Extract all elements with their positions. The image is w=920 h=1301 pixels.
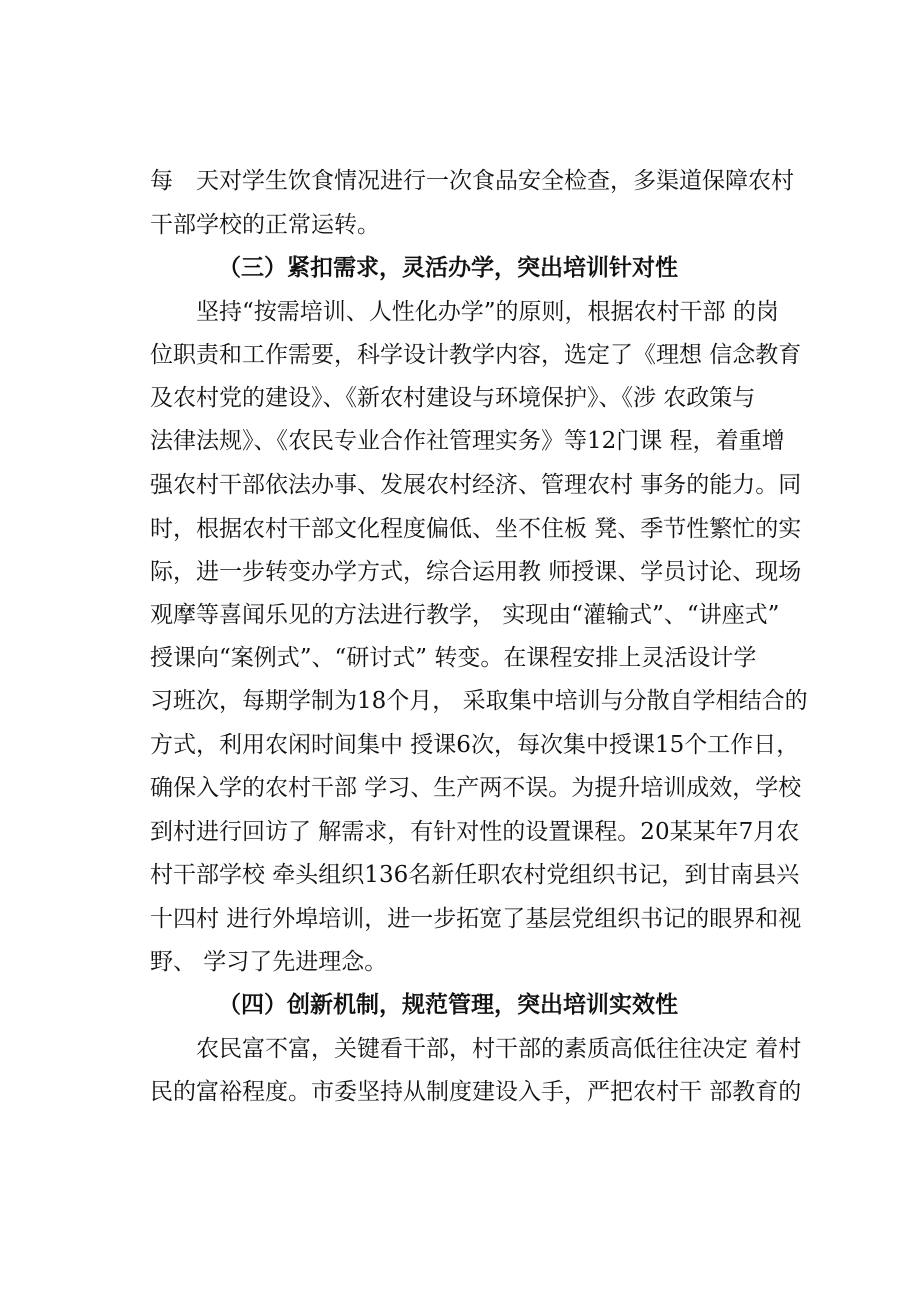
paragraph-line: 农民富不富，关键看干部，村干部的素质高低往往决定 着村 [196, 1036, 802, 1062]
paragraph-line: 方式，利用农闲时间集中 授课6次，每次集中授课15个工作日， [150, 732, 800, 758]
paragraph-line: 及农村党的建设》、《新农村建设与环境保护》、《涉 农政策与 [150, 385, 756, 411]
paragraph-line: 时，根据农村干部文化程度偏低、坐不住板 凳、季节性繁忙的实 [150, 516, 802, 542]
paragraph-line: 村干部学校 牵头组织136名新任职农村党组织书记，到甘南县兴 [150, 862, 800, 888]
section-heading-3: （三）紧扣需求，灵活办学，突出培训针对性 [218, 254, 678, 281]
paragraph-line: 每 天对学生饮食情况进行一次食品安全检查，多渠道保障农村 [150, 168, 794, 194]
paragraph-line: 野、 学习了先进理念。 [150, 949, 388, 975]
paragraph-line: 坚持“按需培训、人性化办学”的原则，根据农村干部 的岗 [196, 299, 779, 325]
paragraph-line: 习班次，每期学制为18个月， 采取集中培训与分散自学相结合的 [150, 688, 808, 714]
paragraph-line: 观摩等喜闻乐见的方法进行教学， 实现由“灌输式”、“讲座式” [150, 602, 780, 628]
paragraph-line: 民的富裕程度。市委坚持从制度建设入手，严把农村干 部教育的 [150, 1079, 802, 1105]
paragraph-line: 际，进一步转变办学方式，综合运用教 师授课、学员讨论、现场 [150, 559, 802, 585]
paragraph-line: 确保入学的农村干部 学习、生产两不误。为提升培训成效，学校 [150, 775, 802, 801]
paragraph-line: 十四村 进行外埠培训，进一步拓宽了基层党组织书记的眼界和视 [150, 906, 802, 932]
paragraph-line: 干部学校的正常运转。 [150, 212, 380, 238]
paragraph-line: 法律法规》、《农民专业合作社管理实务》等12门课 程，着重增 [150, 428, 785, 454]
paragraph-line: 授课向“案例式”、“研讨式” 转变。在课程安排上灵活设计学 [150, 645, 757, 671]
paragraph-line: 到村进行回访了 解需求，有针对性的设置课程。20某某年7月农 [150, 819, 800, 845]
paragraph-line: 位职责和工作需要，科学设计教学内容，选定了《理想 信念教育 [150, 342, 802, 368]
paragraph-line: 强农村干部依法办事、发展农村经济、管理农村 事务的能力。同 [150, 472, 802, 498]
section-heading-4: （四）创新机制，规范管理，突出培训实效性 [218, 991, 678, 1018]
